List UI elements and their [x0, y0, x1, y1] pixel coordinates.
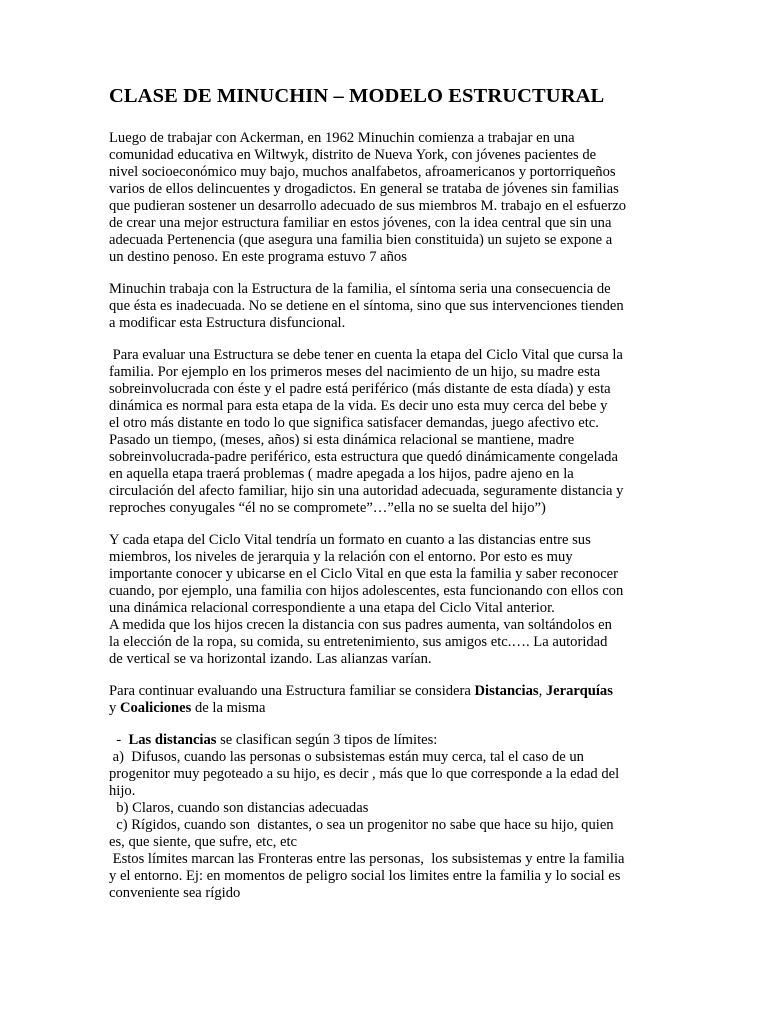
term-coaliciones: Coaliciones: [119, 700, 192, 716]
paragraph-intro: [109, 130, 668, 266]
term-jerarquias: Jerarquías: [545, 683, 613, 699]
text-line: y el entorno. Ej: en momentos de peligro social los limites entre la familia y lo social es: [109, 868, 621, 884]
paragraph-life-cycle: [109, 347, 668, 517]
paragraph-evaluation: [109, 683, 668, 717]
text-line: miembros, los niveles de jerarquia y la relación con el entorno. Por esto es muy: [109, 549, 573, 565]
text-line: conveniente sea rígido: [109, 885, 241, 901]
text-line: Para evaluar una Estructura se debe tener en cuenta la etapa del Ciclo Vital que cursa la: [109, 347, 623, 363]
text-line: es, que siente, que sufre, etc, etc: [109, 834, 298, 850]
text-line: sobreinvolucrada con éste y el padre está periférico (más distante de esta díada) y esta: [109, 381, 611, 397]
text-line: un destino penoso. En este programa estuvo 7 años: [109, 249, 407, 265]
text-line: en aquella etapa traerá problemas ( madre apegada a los hijos, padre ajeno en la: [109, 466, 574, 482]
text-line: A medida que los hijos crecen la distancia con sus padres aumenta, van soltándolos en: [109, 617, 612, 633]
text-line: progenitor muy pegoteado a su hijo, es decir , más que lo que corresponde a la edad del: [109, 766, 620, 782]
text-line: sobreinvolucrada-padre periférico, esta estructura que quedó dinámicamente congelada: [109, 449, 618, 465]
text-line: la elección de la ropa, su comida, su entretenimiento, sus amigos etc.…. La autoridad: [109, 634, 608, 650]
text-line: que ésta es inadecuada. No se detiene en el síntoma, sino que sus intervenciones tienden: [109, 298, 624, 314]
text-line: de crear una mejor estructura familiar en estos jóvenes, con la idea central que sin una: [109, 215, 612, 231]
text-line: c) Rígidos, cuando son distantes, o sea un progenitor no sabe que hace su hijo, quien: [109, 817, 614, 833]
list-dash: -: [109, 732, 129, 748]
text-line: Y cada etapa del Ciclo Vital tendría un formato en cuanto a las distancias entre sus: [109, 532, 591, 548]
text-line: una dinámica relacional correspondiente a una etapa del Ciclo Vital anterior.: [109, 600, 555, 616]
text-line: familia. Por ejemplo en los primeros meses del nacimiento de un hijo, su madre esta: [109, 364, 601, 380]
text-line: Minuchin trabaja con la Estructura de la familia, el síntoma seria una consecuencia de: [109, 281, 611, 297]
text-line: varios de ellos delincuentes y drogadictos. En general se trataba de jóvenes sin familias: [109, 181, 619, 197]
text-line: circulación del afecto familiar, hijo sin una autoridad adecuada, seguramente distancia y: [109, 483, 624, 499]
text-line: b) Claros, cuando son distancias adecuadas: [109, 800, 369, 816]
text-line: Pasado un tiempo, (meses, años) si esta dinámica relacional se mantiene, madre: [109, 432, 575, 448]
text-line: cuando, por ejemplo, una familia con hijos adolescentes, esta funcionando con ellos con: [109, 583, 624, 599]
text-line: reproches conyugales “él no se compromete”…”ella no se suelta del hijo”): [109, 500, 546, 516]
text-line: a) Difusos, cuando las personas o subsistemas están muy cerca, tal el caso de un: [109, 749, 584, 765]
text-line: hijo.: [109, 783, 136, 799]
term-las-distancias: Las distancias: [128, 732, 217, 748]
text-line: [109, 700, 668, 717]
text-run: de la misma: [191, 700, 266, 716]
text-run: y: [109, 700, 120, 716]
text-run: se clasifican según 3 tipos de límites:: [216, 732, 438, 748]
text-line: [109, 683, 668, 700]
paragraph-cycle-stages: [109, 532, 668, 668]
text-line: [109, 732, 668, 749]
text-line: Luego de trabajar con Ackerman, en 1962 Minuchin comienza a trabajar en una: [109, 130, 575, 146]
text-line: de vertical se va horizontal izando. Las alianzas varían.: [109, 651, 432, 667]
text-line: el otro más distante en todo lo que significa satisfacer demandas, juego afectivo etc.: [109, 415, 599, 431]
document-title: CLASE DE MINUCHIN – MODELO ESTRUCTURAL: [109, 85, 605, 107]
text-line: nivel socioeconómico muy bajo, muchos analfabetos, afroamericanos y portorriqueños: [109, 164, 616, 180]
paragraph-structure: [109, 281, 668, 332]
term-distancias: Distancias: [474, 683, 539, 699]
paragraph-distances: [109, 732, 668, 902]
text-line: comunidad educativa en Wiltwyk, distrito de Nueva York, con jóvenes pacientes de: [109, 147, 597, 163]
text-line: a modificar esta Estructura disfuncional.: [109, 315, 346, 331]
text-line: importante conocer y ubicarse en el Ciclo Vital en que esta la familia y saber reconocer: [109, 566, 619, 582]
text-line: dinámica es normal para esta etapa de la vida. Es decir uno esta muy cerca del bebe y: [109, 398, 608, 414]
text-line: Estos límites marcan las Fronteras entre las personas, los subsistemas y entre la familia: [109, 851, 625, 867]
text-line: que pudieran sostener un desarrollo adecuado de sus miembros M. trabajo en el esfuerzo: [109, 198, 627, 214]
text-line: adecuada Pertenencia (que asegura una familia bien constituida) un sujeto se expone a: [109, 232, 613, 248]
text-run: Para continuar evaluando una Estructura familiar se considera: [109, 683, 475, 699]
text-run: ,: [538, 683, 546, 699]
